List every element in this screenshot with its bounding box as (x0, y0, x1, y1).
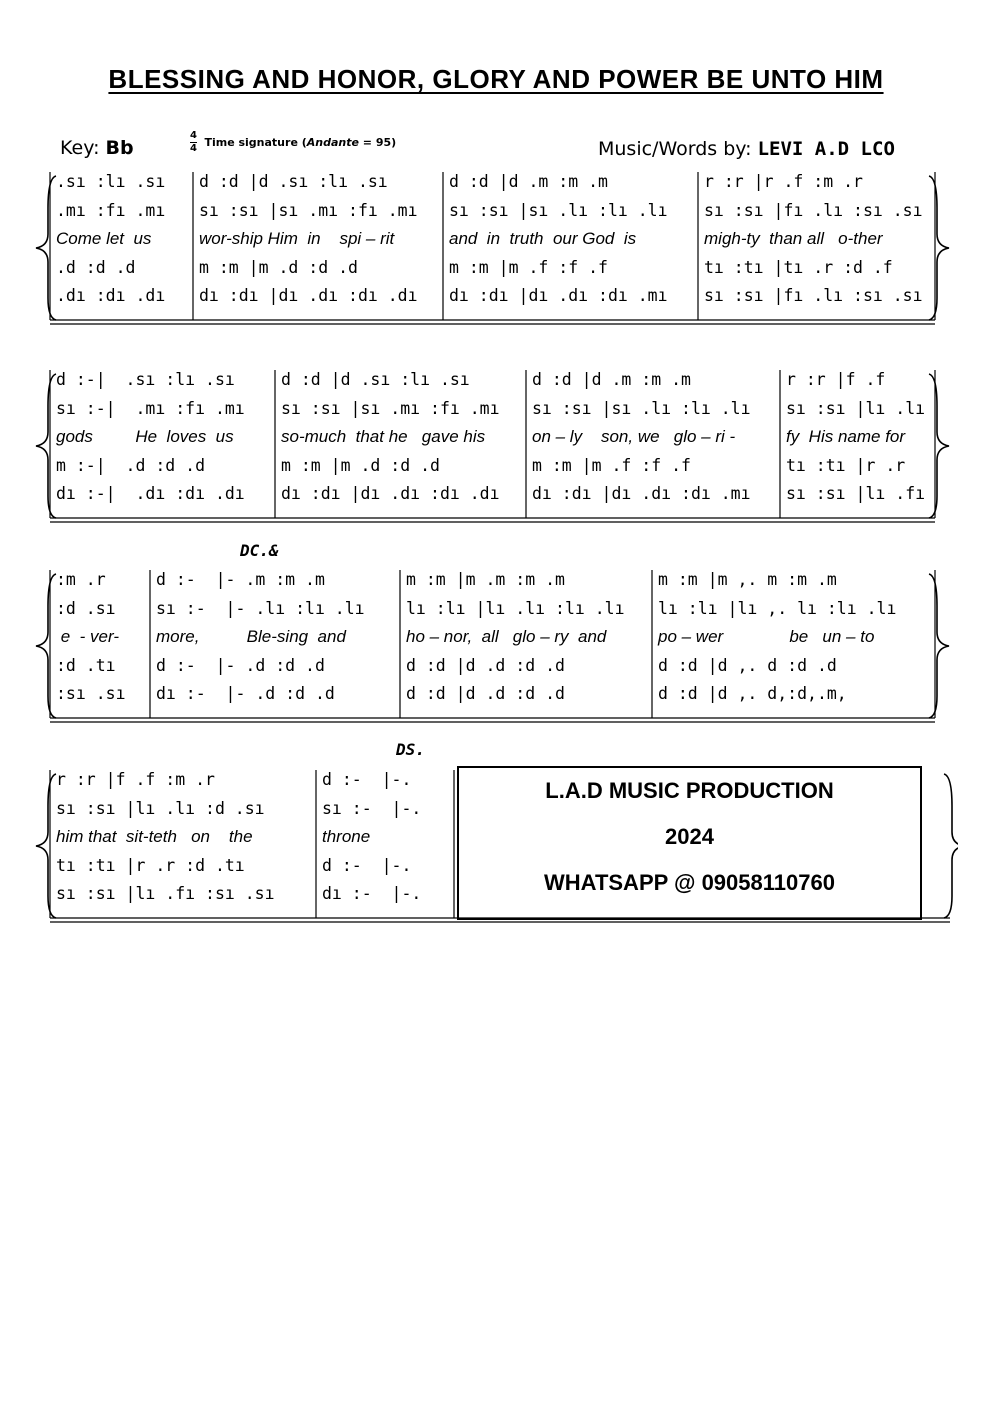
solfa-line: tı :tı |tı .r :d .f (704, 257, 893, 277)
measure (704, 168, 923, 311)
solfa-line: sı :sı |sı .lı :lı .lı (449, 200, 668, 220)
solfa-line: dı :dı |dı .dı :dı .mı (449, 286, 668, 305)
lyric-line: po – wer be un – to (658, 627, 875, 646)
lyric-line: fy His name for (786, 427, 906, 446)
solfa-line: d :d |d .d :d .d (406, 655, 565, 675)
measure (786, 366, 925, 509)
solfa-line: d :-| .sı :lı .sı (56, 370, 235, 389)
lyric-line: gods He loves us (56, 427, 234, 446)
solfa-line: sı :sı |lı .fı (786, 484, 926, 503)
right-brace (929, 574, 949, 718)
key-info (60, 137, 134, 159)
solfa-line: d :- |- .d :d .d (156, 655, 325, 675)
measure (156, 566, 365, 709)
solfa-line: .mı :fı .mı (56, 200, 166, 220)
ds-marker: DS. (396, 740, 425, 759)
left-brace (36, 774, 56, 918)
lyric-line: more, Ble-sing and (156, 627, 346, 646)
solfa-line: tı :tı |r .r :d .tı (56, 855, 245, 875)
measure (56, 366, 245, 509)
measure (658, 566, 896, 709)
lyric-line: wor-ship Him in spi – rit (199, 229, 395, 248)
solfa-line: .dı :dı .dı (56, 286, 166, 305)
composer-name: LEVI A.D LCO (757, 138, 895, 160)
page-title (0, 64, 992, 95)
byline-label: Music/Words by: (598, 138, 752, 160)
left-brace (36, 374, 56, 518)
solfa-line: sı :- |-. (322, 798, 422, 818)
solfa-line: sı :sı |sı .lı :lı .lı (532, 398, 751, 418)
time-signature (190, 130, 396, 155)
solfa-line: sı :sı |lı .fı :sı .sı (56, 884, 275, 903)
lyric-line: e - ver- (56, 627, 119, 646)
solfa-line: r :r |r .f :m .r (704, 172, 863, 191)
solfa-line: dı :dı |dı .dı :dı .dı (281, 484, 500, 503)
solfa-line: m :m |m ,. m :m .m (658, 570, 837, 589)
solfa-line: sı :sı |sı .mı :fı .mı (199, 200, 418, 220)
solfa-line: sı :sı |lı .lı (786, 398, 926, 418)
byline (598, 138, 895, 160)
production-name: L.A.D MUSIC PRODUCTION (545, 778, 834, 803)
solfa-line: dı :- |-. (322, 884, 422, 903)
solfa-line: :sı .sı (56, 684, 126, 703)
measure (406, 566, 625, 709)
solfa-line: sı :sı |fı .lı :sı .sı (704, 286, 923, 305)
measure (56, 766, 275, 909)
lyric-line: on – ly son, we glo – ri - (532, 427, 736, 446)
title-text: BLESSING AND HONOR, GLORY AND POWER BE UNTO HIM (108, 64, 884, 94)
key-label: Key: (60, 137, 100, 159)
time-signature-fraction (190, 130, 197, 155)
solfa-line: d :- |-. (322, 770, 412, 789)
production-year: 2024 (665, 824, 714, 849)
measure (449, 168, 668, 311)
right-brace (944, 774, 958, 918)
production-box (457, 766, 922, 920)
solfa-line: m :m |m .d :d .d (281, 455, 440, 475)
solfa-line: lı :lı |lı .lı :lı .lı (406, 598, 625, 618)
lyric-line: so-much that he gave his (281, 427, 486, 446)
solfa-line: .sı :lı .sı (56, 172, 166, 191)
score-system-2 (30, 366, 958, 526)
solfa-line: m :m |m .m :m .m (406, 570, 565, 589)
dc-marker: DC.& (240, 541, 279, 560)
solfa-line: m :-| .d :d .d (56, 455, 206, 475)
solfa-line: sı :sı |sı .mı :fı .mı (281, 398, 500, 418)
lyric-line: him that sit-teth on the (56, 827, 253, 846)
time-sig-bottom: 4 (190, 143, 197, 154)
solfa-line: dı :-| .dı :dı .dı (56, 484, 245, 503)
lyric-line: migh-ty than all o-ther (704, 229, 883, 248)
measure (532, 366, 751, 509)
solfa-line: m :m |m .d :d .d (199, 257, 358, 277)
left-brace (36, 176, 56, 320)
solfa-line: sı :sı |fı .lı :sı .sı (704, 200, 923, 220)
solfa-line: d :d |d .sı :lı .sı (281, 370, 470, 389)
measure (56, 566, 126, 709)
solfa-line: tı :tı |r .r (786, 455, 906, 475)
solfa-line: :d .sı (56, 598, 116, 618)
lyric-line: Come let us (56, 229, 152, 248)
solfa-line: m :m |m .f :f .f (449, 257, 608, 277)
measure (56, 168, 165, 311)
right-brace (929, 374, 949, 518)
solfa-line: sı :- |- .lı :lı .lı (156, 598, 365, 618)
time-sig-label: Time signature ( (204, 136, 307, 149)
solfa-line: :m .r (56, 570, 106, 589)
solfa-line: d :- |- .m :m .m (156, 570, 325, 589)
solfa-line: r :r |f .f :m .r (56, 770, 215, 789)
solfa-line: sı :-| .mı :fı .mı (56, 398, 245, 418)
solfa-line: d :d |d ,. d,:d,.m, (658, 684, 847, 703)
right-brace (929, 176, 949, 320)
measure (199, 168, 418, 311)
measure (281, 366, 500, 509)
solfa-line: d :d |d .sı :lı .sı (199, 172, 388, 191)
lyric-line: and in truth our God is (449, 229, 637, 248)
solfa-line: dı :- |- .d :d .d (156, 684, 335, 703)
solfa-line: :d .tı (56, 655, 116, 675)
tempo-label: Andante (306, 136, 359, 149)
solfa-line: m :m |m .f :f .f (532, 455, 691, 475)
solfa-line: d :d |d .d :d .d (406, 684, 565, 703)
solfa-line: dı :dı |dı .dı :dı .dı (199, 286, 418, 305)
solfa-line: dı :dı |dı .dı :dı .mı (532, 484, 751, 503)
score-system-1 (30, 168, 958, 328)
production-contact: WHATSAPP @ 09058110760 (544, 870, 835, 895)
solfa-line: d :d |d .m :m .m (532, 370, 691, 389)
measure (322, 766, 421, 909)
left-brace (36, 574, 56, 718)
tempo-value: = 95) (358, 136, 397, 149)
solfa-line: lı :lı |lı ,. lı :lı .lı (658, 598, 897, 618)
lyric-line: ho – nor, all glo – ry and (406, 627, 607, 646)
solfa-line: .d :d .d (56, 257, 136, 277)
time-sig-text (204, 136, 396, 149)
solfa-line: d :- |-. (322, 855, 412, 875)
lyric-line: throne (322, 827, 371, 846)
solfa-line: r :r |f .f (786, 370, 886, 389)
solfa-line: d :d |d ,. d :d .d (658, 655, 837, 675)
time-sig-top: 4 (190, 130, 197, 141)
score-system-3 (30, 566, 958, 726)
solfa-line: d :d |d .m :m .m (449, 172, 608, 191)
solfa-line: sı :sı |lı .lı :d .sı (56, 798, 265, 818)
key-value: Bb (105, 137, 134, 159)
